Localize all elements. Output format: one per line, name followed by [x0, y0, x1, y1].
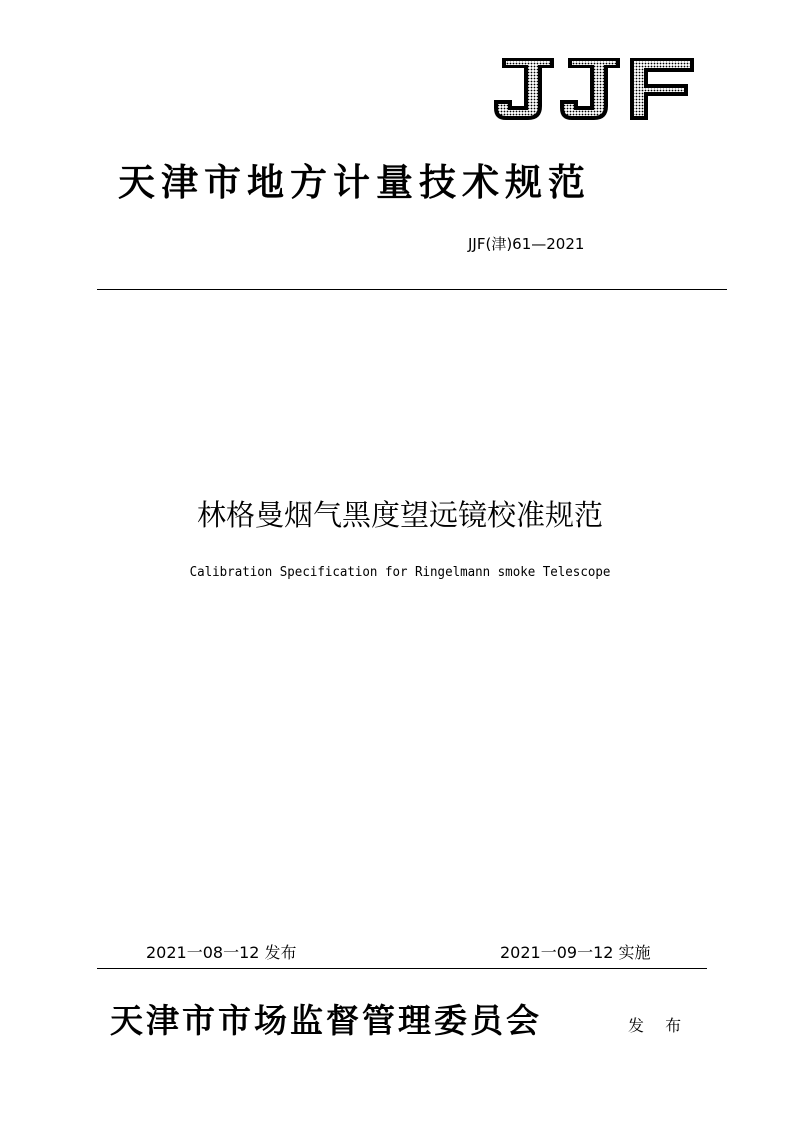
issue-date: 2021一08一12 发布	[146, 943, 297, 962]
title-chinese: 林格曼烟气黑度望远镜校准规范	[196, 498, 603, 532]
title-english: Calibration Specification for Ringelmann smoke Telescope	[189, 565, 611, 580]
document-number: JJF(津)61—2021	[468, 235, 585, 253]
top-divider	[97, 289, 727, 290]
bottom-divider	[97, 968, 707, 969]
publisher: 天津市市场监督管理委员会	[110, 1001, 542, 1040]
logo-letter-f	[630, 58, 694, 120]
implementation-date: 2021一09一12 实施	[500, 943, 651, 962]
publish-label: 发 布	[628, 1016, 690, 1035]
jjf-logo	[488, 50, 700, 126]
logo-letter-j2	[560, 58, 620, 120]
document-type: 天津市地方计量技术规范	[118, 160, 591, 204]
logo-letter-j1	[494, 58, 554, 120]
